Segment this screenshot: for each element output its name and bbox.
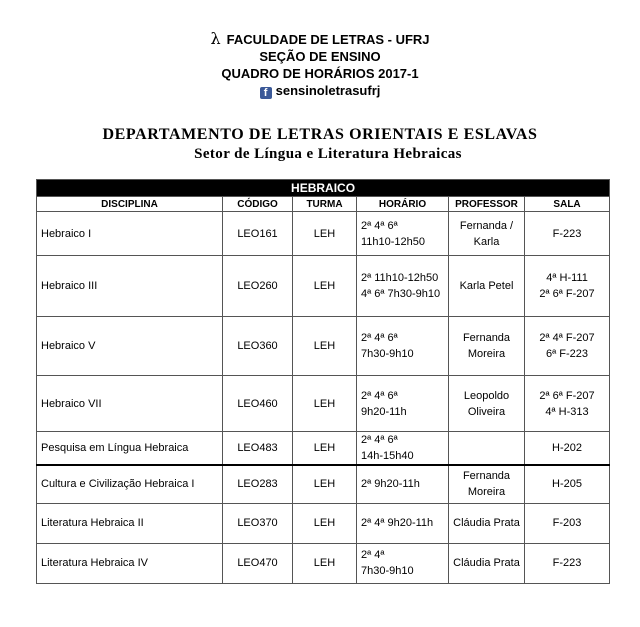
codigo-cell: LEO460: [223, 376, 293, 432]
horario-cell-line: 2ª 11h10-12h50: [361, 272, 439, 284]
turma-cell: LEH: [293, 503, 357, 543]
sala-cell-line: F-223: [552, 227, 582, 240]
table-row: [37, 256, 610, 317]
disciplina-cell: Literatura Hebraica II: [37, 503, 223, 543]
facebook-icon: f: [260, 87, 272, 99]
horario-cell-line: 11h10-12h50: [361, 235, 426, 248]
professor-cell: [449, 432, 525, 466]
institution-name: FACULDADE DE LETRAS - UFRJ: [226, 32, 430, 47]
sala-cell: [525, 543, 610, 583]
horario-cell-line: 4ª 6ª 7h30-9h10: [361, 288, 441, 300]
horario-cell-line: 9h20-11h: [361, 405, 407, 418]
sala-cell: [525, 432, 610, 466]
disciplina-cell: Hebraico III: [37, 256, 223, 317]
table-row: [37, 503, 610, 543]
sala-cell-line: 2ª 6ª F-207: [539, 389, 595, 402]
table-row: [37, 465, 610, 503]
turma-cell: LEH: [293, 317, 357, 376]
professor-cell-line: Leopoldo: [463, 389, 510, 402]
professor-cell-line: Fernanda: [462, 470, 511, 483]
table-row: [37, 543, 610, 583]
professor-cell: [449, 543, 525, 583]
disciplina-cell: Hebraico V: [37, 317, 223, 376]
horario-cell-line: 2ª 4ª 6ª: [361, 219, 398, 232]
schedule-table: [36, 179, 610, 584]
horario-cell-line: 2ª 4ª 6ª: [361, 332, 398, 344]
schedule-rows: [37, 212, 610, 584]
turma-cell: LEH: [293, 256, 357, 317]
column-header: TURMA: [293, 197, 357, 212]
professor-cell-line: Fernanda /: [459, 219, 514, 232]
sala-cell: [525, 256, 610, 317]
professor-cell: [449, 317, 525, 376]
column-header: PROFESSOR: [449, 197, 525, 212]
horario-cell-line: 2ª 9h20-11h: [361, 478, 420, 491]
turma-cell: LEH: [293, 376, 357, 432]
sala-cell-line: F-203: [552, 517, 582, 529]
sala-cell-line: 4ª H-111: [546, 272, 588, 284]
horario-cell: [357, 376, 449, 432]
horario-cell-line: 7h30-9h10: [361, 348, 414, 360]
codigo-cell: LEO483: [223, 432, 293, 466]
horario-cell-line: 2ª 4ª 6ª: [361, 389, 398, 402]
table-row: [37, 212, 610, 256]
turma-cell: LEH: [293, 432, 357, 466]
table-row: [37, 317, 610, 376]
horario-cell-line: 2ª 4ª 9h20-11h: [361, 517, 434, 529]
social-line: [0, 82, 640, 99]
codigo-cell: LEO283: [223, 465, 293, 503]
codigo-cell: LEO360: [223, 317, 293, 376]
sala-cell-line: H-205: [552, 478, 583, 491]
disciplina-cell: Hebraico VII: [37, 376, 223, 432]
horario-cell: [357, 256, 449, 317]
table-band-title: HEBRAICO: [37, 180, 610, 197]
disciplina-cell: Hebraico I: [37, 212, 223, 256]
professor-cell-line: Moreira: [467, 486, 506, 499]
codigo-cell: LEO260: [223, 256, 293, 317]
disciplina-cell: Literatura Hebraica IV: [37, 543, 223, 583]
institution-line: [0, 30, 640, 48]
column-header-row: [37, 197, 610, 212]
professor-cell-line: Moreira: [467, 348, 506, 360]
sala-cell-line: 4ª H-313: [545, 405, 589, 418]
disciplina-cell: Cultura e Civilização Hebraica I: [37, 465, 223, 503]
professor-cell-line: Fernanda: [462, 332, 511, 344]
horario-cell: [357, 317, 449, 376]
horario-cell: [357, 543, 449, 583]
section-name: SEÇÃO DE ENSINO: [259, 49, 381, 64]
sala-cell-line: F-223: [552, 557, 582, 569]
professor-cell: [449, 212, 525, 256]
professor-cell-line: Oliveira: [467, 405, 506, 418]
turma-cell: LEH: [293, 212, 357, 256]
sala-cell: [525, 503, 610, 543]
horario-cell-line: 2ª 4ª 6ª: [361, 434, 398, 446]
professor-cell-line: Karla: [473, 235, 500, 248]
horario-cell-line: 2ª 4ª: [361, 549, 385, 561]
professor-cell: [449, 376, 525, 432]
professor-cell-line: Cláudia Prata: [453, 517, 520, 529]
professor-cell: [449, 503, 525, 543]
department-title: DEPARTAMENTO DE LETRAS ORIENTAIS E ESLAVAS: [102, 126, 538, 143]
column-header: DISCIPLINA: [37, 197, 223, 212]
disciplina-cell: Pesquisa em Língua Hebraica: [37, 432, 223, 466]
sector-title: Setor de Língua e Literatura Hebraicas: [194, 146, 462, 162]
sala-cell-line: 6ª F-223: [546, 348, 589, 360]
codigo-cell: LEO470: [223, 543, 293, 583]
codigo-cell: LEO370: [223, 503, 293, 543]
sala-cell: [525, 465, 610, 503]
sala-cell-line: 2ª 6ª F-207: [539, 288, 595, 300]
professor-cell-line: Cláudia Prata: [453, 557, 520, 569]
horario-cell: [357, 503, 449, 543]
horario-cell-line: 7h30-9h10: [361, 565, 414, 577]
table-row: [37, 432, 610, 466]
horario-cell-line: 14h-15h40: [361, 450, 414, 462]
sala-cell-line: H-202: [552, 442, 583, 454]
schedule-title: QUADRO DE HORÁRIOS 2017-1: [221, 66, 419, 81]
column-header: SALA: [525, 197, 610, 212]
column-header: HORÁRIO: [357, 197, 449, 212]
social-handle: sensinoletrasufrj: [275, 83, 381, 98]
column-header: CÓDIGO: [223, 197, 293, 212]
codigo-cell: LEO161: [223, 212, 293, 256]
sala-cell: [525, 376, 610, 432]
professor-cell: [449, 256, 525, 317]
document-header: [0, 30, 640, 99]
horario-cell: [357, 212, 449, 256]
turma-cell: LEH: [293, 543, 357, 583]
sala-cell-line: 2ª 4ª F-207: [539, 332, 595, 344]
sala-cell: [525, 317, 610, 376]
turma-cell: LEH: [293, 465, 357, 503]
lambda-logo-icon: λ: [210, 29, 221, 48]
professor-cell-line: Karla Petel: [459, 280, 514, 292]
sala-cell: [525, 212, 610, 256]
horario-cell: [357, 465, 449, 503]
professor-cell: [449, 465, 525, 503]
table-row: [37, 376, 610, 432]
horario-cell: [357, 432, 449, 466]
